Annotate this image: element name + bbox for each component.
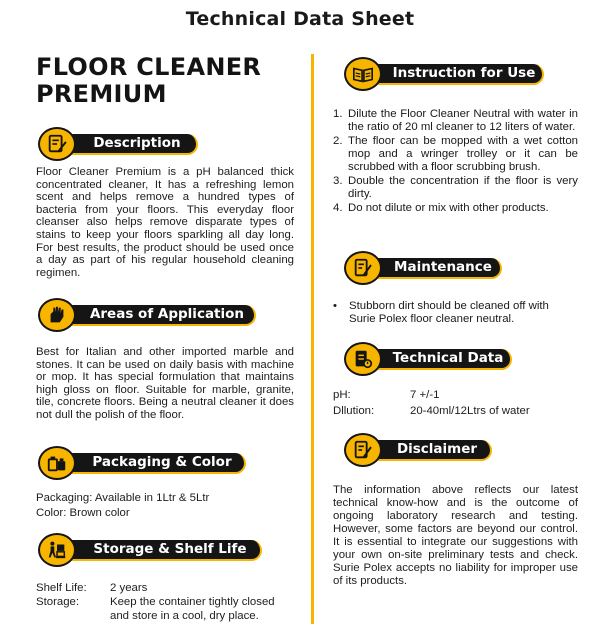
storage-header [38,533,258,567]
description-header-bar [56,134,198,155]
step-number: 1. [333,108,343,120]
dilution-value: 20-40ml/12Ltrs of water [410,405,530,417]
areas-header-bar [56,305,256,326]
maintenance-header-bar [362,258,502,279]
dilution-label: Dllution: [333,405,375,417]
description-heading: Description [93,135,181,151]
step-text: Do not dilute or mix with other products. [348,202,549,214]
maintenance-heading: Maintenance [394,259,492,275]
storage-value: Keep the container tightly closed [110,596,275,608]
packaging-header-bar [56,453,246,474]
shelf-life-row [36,582,296,595]
ph-value: 7 +/-1 [410,389,440,401]
step-number: 4. [333,202,343,214]
open-book-icon [344,57,382,91]
maintenance-header [344,251,504,285]
maintenance-bullet [333,300,578,326]
disclaimer-heading: Disclaimer [396,441,478,457]
disclaimer-header [344,433,494,467]
step-text: Double the concentration if the floor is very dirty. [348,175,578,200]
areas-header [38,298,258,332]
trolley-worker-icon [38,533,76,567]
document-pen-icon [38,127,76,161]
ph-label: pH: [333,389,351,401]
data-sheet-icon [344,342,382,376]
containers-icon [38,446,76,480]
instruction-step [333,108,578,134]
storage-row-continued [36,610,296,623]
cleaning-glove-icon [38,298,76,332]
page-title: Technical Data Sheet [185,8,415,30]
storage-heading: Storage & Shelf Life [93,541,247,557]
column-divider [311,54,314,624]
packaging-line: Packaging: Available in 1Ltr & 5Ltr [36,492,210,504]
product-title [36,54,306,108]
technical-header [344,342,514,376]
instruction-steps [333,108,578,216]
shelf-life-label: Shelf Life: [36,582,87,594]
storage-value-continued: and store in a cool, dry place. [110,610,259,622]
storage-header-bar [56,540,262,561]
instruction-header-bar [362,64,544,85]
bullet-dot: • [333,300,337,312]
packaging-header [38,446,248,480]
notepad-pen-icon [344,433,382,467]
instruction-step [333,135,578,174]
ph-row [333,389,583,402]
areas-heading: Areas of Application [89,306,245,322]
step-text: Dilute the Floor Cleaner Neutral with water in the ratio of 20 ml cleaner to 12 liters of water. [348,108,578,133]
description-header [38,127,198,161]
step-text: The floor can be mopped with a wet cotton mop and a wringer trolley or it can be scrubbed with a floor scrubbing brush. [348,135,578,173]
technical-heading: Technical Data [392,350,504,366]
technical-header-bar [362,349,512,370]
instruction-step [333,175,578,201]
areas-body: Best for Italian and other imported marble and stones. It can be used on daily basis with machine or mop. It has special formulation that maintains high gloss on floor. Suitable for marble, granite, tile, concrete floors. Being a neutral cleaner it does not dull the polish of the floor. [36,346,294,421]
step-number: 2. [333,135,343,147]
packaging-heading: Packaging & Color [92,454,232,470]
checklist-pen-icon [344,251,382,285]
disclaimer-body: The information above reflects our latest technical know-how and is the outcome of ongoing laboratory research and testing. However, some factors are beyond our control. It is essential to integrate our suggestions with your own on-site preliminary tests and check. Surie Polex accepts no liability for improper use of its products. [333,484,578,587]
instruction-header [344,57,544,91]
shelf-life-value: 2 years [110,582,148,594]
instruction-heading: Instruction for Use [392,65,536,81]
dilution-row [333,405,583,418]
description-body: Floor Cleaner Premium is a pH balanced thick concentrated cleaner, It has a refreshing lemon scent and helps remove a hundred types of bacteria from your floors. This everyday floor cleanser also helps remove disparate types of stains to keep your floors sparkling all day long. For best results, the product should be used once a day as part of his regular household cleaning regimen. [36,166,294,279]
storage-label: Storage: [36,596,80,608]
storage-row [36,596,296,609]
step-number: 3. [333,175,343,187]
packaging-info [36,491,296,521]
color-line: Color: Brown color [36,507,130,519]
product-title-line1: FLOOR CLEANER [36,53,262,81]
maintenance-text: Stubborn dirt should be cleaned off with Surie Polex floor cleaner neutral. [349,300,549,325]
product-title-line2: PREMIUM [36,80,167,108]
instruction-step [333,202,578,215]
